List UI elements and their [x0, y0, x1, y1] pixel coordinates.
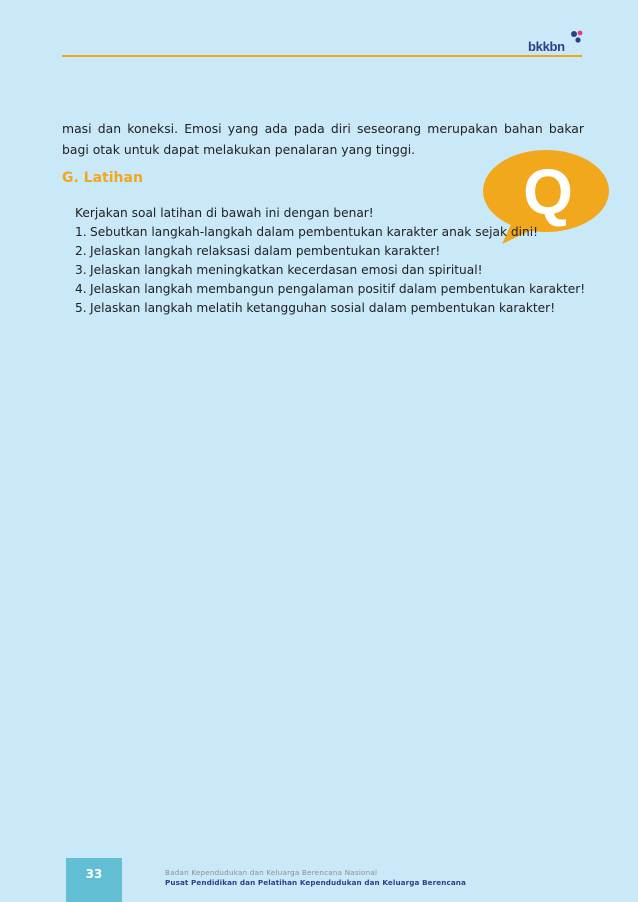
list-item: [75, 223, 595, 242]
question-number: 2.: [75, 244, 87, 258]
intro-paragraph: masi dan koneksi. Emosi yang ada pada diri seseorang merupakan bahan bakar bagi otak untuk dapat melakukan penalaran yang tinggi.: [62, 121, 584, 157]
question-number: 1.: [75, 225, 87, 239]
question-text: Jelaskan langkah membangun pengalaman positif dalam pembentukan karakter!: [90, 282, 586, 296]
question-number: 5.: [75, 301, 87, 315]
footer-center: Pusat Pendidikan dan Pelatihan Kependudukan dan Keluarga Berencana: [165, 878, 466, 887]
page-number: 33: [85, 867, 103, 881]
question-list: [75, 223, 595, 318]
list-item: [75, 242, 595, 261]
bubble-letter: Q: [523, 156, 573, 228]
logo-text: bkkbn: [528, 39, 565, 54]
bkkbn-logo: [528, 36, 565, 56]
question-text: Jelaskan langkah relaksasi dalam pembentukan karakter!: [90, 244, 441, 258]
header-line: [62, 55, 582, 57]
footer-agency: Badan Kependudukan dan Keluarga Berencana Nasional: [165, 868, 378, 877]
list-item: [75, 261, 595, 280]
question-text: Jelaskan langkah meningkatkan kecerdasan emosi dan spiritual!: [90, 263, 483, 277]
question-text: Sebutkan langkah-langkah dalam pembentukan karakter anak sejak dini!: [90, 225, 538, 239]
exercise-instruction: Kerjakan soal latihan di bawah ini dengan benar!: [75, 206, 374, 220]
page-number-tab: [66, 858, 122, 902]
section-title: G. Latihan: [62, 170, 143, 186]
list-item: [75, 299, 595, 318]
logo-dots-icon: [568, 29, 584, 47]
list-item: [75, 280, 595, 299]
question-number: 3.: [75, 263, 87, 277]
question-text: Jelaskan langkah melatih ketangguhan sosial dalam pembentukan karakter!: [90, 301, 556, 315]
question-number: 4.: [75, 282, 87, 296]
